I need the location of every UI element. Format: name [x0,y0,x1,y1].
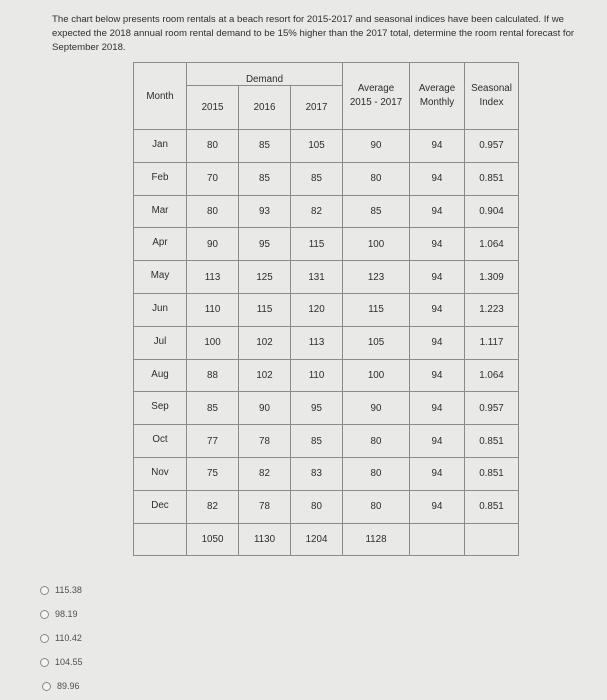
table-row [134,457,519,490]
answer-option-label: 104.55 [55,657,83,667]
demand-header: Demand [187,63,343,86]
month-cell: Oct [134,425,187,458]
answer-option[interactable] [40,655,160,669]
demand-2017-cell: 85 [291,425,343,458]
average-monthly-cell: 94 [410,162,465,195]
demand-2017-cell: 95 [291,392,343,425]
demand-2016-cell: 78 [239,490,291,523]
average-cell: 85 [343,195,410,228]
table-row [134,326,519,359]
seasonal-index-cell: 0.851 [465,490,519,523]
average-monthly-header: Average Monthly [410,63,465,130]
room-rental-table [133,62,519,556]
average-cell: 100 [343,359,410,392]
average-monthly-cell: 94 [410,130,465,163]
table-row [134,293,519,326]
table-row [134,130,519,163]
table-row [134,490,519,523]
seasonal-index-cell: 1.309 [465,261,519,294]
average-cell: 90 [343,392,410,425]
demand-2016-cell: 115 [239,293,291,326]
demand-2017-cell: 120 [291,293,343,326]
average-cell: 80 [343,457,410,490]
month-cell: Feb [134,162,187,195]
seasonal-index-cell: 1.064 [465,359,519,392]
demand-2016-cell: 85 [239,130,291,163]
month-cell: Sep [134,392,187,425]
seasonal-index-cell: 1.117 [465,326,519,359]
demand-2016-cell: 125 [239,261,291,294]
answer-option-label: 89.96 [57,681,80,691]
average-monthly-cell: 94 [410,425,465,458]
average-cell: 115 [343,293,410,326]
demand-2015-cell: 100 [187,326,239,359]
demand-2016-cell: 93 [239,195,291,228]
answer-option[interactable] [42,679,162,693]
answer-option[interactable] [40,607,160,621]
month-cell: Jun [134,293,187,326]
demand-2017-cell: 131 [291,261,343,294]
month-cell: Jan [134,130,187,163]
radio-button[interactable] [40,634,49,643]
totals-label-cell [134,523,187,556]
empty-cell [465,523,519,556]
year-2015-header: 2015 [187,86,239,130]
demand-2015-cell: 110 [187,293,239,326]
month-cell: Jul [134,326,187,359]
seasonal-index-cell: 1.223 [465,293,519,326]
average-monthly-cell: 94 [410,326,465,359]
seasonal-index-header: Seasonal Index [465,63,519,130]
demand-2016-cell: 82 [239,457,291,490]
demand-2015-cell: 80 [187,195,239,228]
answer-option[interactable] [40,631,160,645]
demand-2017-cell: 82 [291,195,343,228]
average-cell: 123 [343,261,410,294]
average-cell: 90 [343,130,410,163]
seasonal-index-cell: 0.851 [465,425,519,458]
average-monthly-cell: 94 [410,293,465,326]
answer-option-label: 110.42 [55,633,82,643]
table-row [134,162,519,195]
average-monthly-cell: 94 [410,359,465,392]
seasonal-index-cell: 0.957 [465,130,519,163]
seasonal-index-cell: 0.957 [465,392,519,425]
radio-button[interactable] [40,586,49,595]
radio-button[interactable] [40,658,49,667]
demand-2017-cell: 80 [291,490,343,523]
demand-2016-cell: 95 [239,228,291,261]
month-cell: Nov [134,457,187,490]
table-row [134,261,519,294]
month-header: Month [134,63,187,130]
seasonal-index-cell: 1.064 [465,228,519,261]
total-2015-cell: 1050 [187,523,239,556]
average-monthly-cell: 94 [410,195,465,228]
table-row [134,195,519,228]
answer-option-label: 98.19 [55,609,78,619]
demand-2017-cell: 115 [291,228,343,261]
total-average-cell: 1128 [343,523,410,556]
average-cell: 80 [343,162,410,195]
average-cell: 80 [343,490,410,523]
average-monthly-cell: 94 [410,392,465,425]
average-cell: 80 [343,425,410,458]
demand-2015-cell: 82 [187,490,239,523]
demand-2015-cell: 70 [187,162,239,195]
total-2016-cell: 1130 [239,523,291,556]
average-monthly-cell: 94 [410,261,465,294]
demand-2017-cell: 83 [291,457,343,490]
seasonal-index-cell: 0.851 [465,162,519,195]
table-row [134,392,519,425]
total-2017-cell: 1204 [291,523,343,556]
average-2015-2017-header: Average 2015 - 2017 [343,63,410,130]
month-cell: Apr [134,228,187,261]
average-monthly-cell: 94 [410,490,465,523]
demand-2016-cell: 78 [239,425,291,458]
radio-button[interactable] [42,682,51,691]
answer-option[interactable] [40,583,160,597]
demand-2015-cell: 80 [187,130,239,163]
average-monthly-cell: 94 [410,457,465,490]
demand-2015-cell: 77 [187,425,239,458]
average-cell: 100 [343,228,410,261]
demand-2016-cell: 90 [239,392,291,425]
answer-option-label: 115.38 [55,585,82,595]
demand-2017-cell: 113 [291,326,343,359]
month-cell: Dec [134,490,187,523]
demand-2015-cell: 90 [187,228,239,261]
demand-2017-cell: 110 [291,359,343,392]
month-cell: Mar [134,195,187,228]
seasonal-index-cell: 0.851 [465,457,519,490]
year-2017-header: 2017 [291,86,343,130]
demand-2017-cell: 85 [291,162,343,195]
empty-cell [410,523,465,556]
month-cell: May [134,261,187,294]
demand-2016-cell: 102 [239,326,291,359]
demand-2015-cell: 113 [187,261,239,294]
month-cell: Aug [134,359,187,392]
table-row [134,228,519,261]
demand-2015-cell: 85 [187,392,239,425]
table-row [134,359,519,392]
table-row [134,425,519,458]
seasonal-index-cell: 0.904 [465,195,519,228]
year-2016-header: 2016 [239,86,291,130]
question-text: The chart below presents room rentals at a beach resort for 2015-2017 and seasonal indices have been calculated. If we expected the 2018 annual room rental demand to be 15% higher than the 2017 total, determine the room rental forecast for September 2018. [52,14,575,54]
demand-2015-cell: 75 [187,457,239,490]
average-monthly-cell: 94 [410,228,465,261]
average-cell: 105 [343,326,410,359]
demand-2016-cell: 85 [239,162,291,195]
radio-button[interactable] [40,610,49,619]
demand-2016-cell: 102 [239,359,291,392]
totals-row [134,523,519,556]
demand-2015-cell: 88 [187,359,239,392]
demand-2017-cell: 105 [291,130,343,163]
